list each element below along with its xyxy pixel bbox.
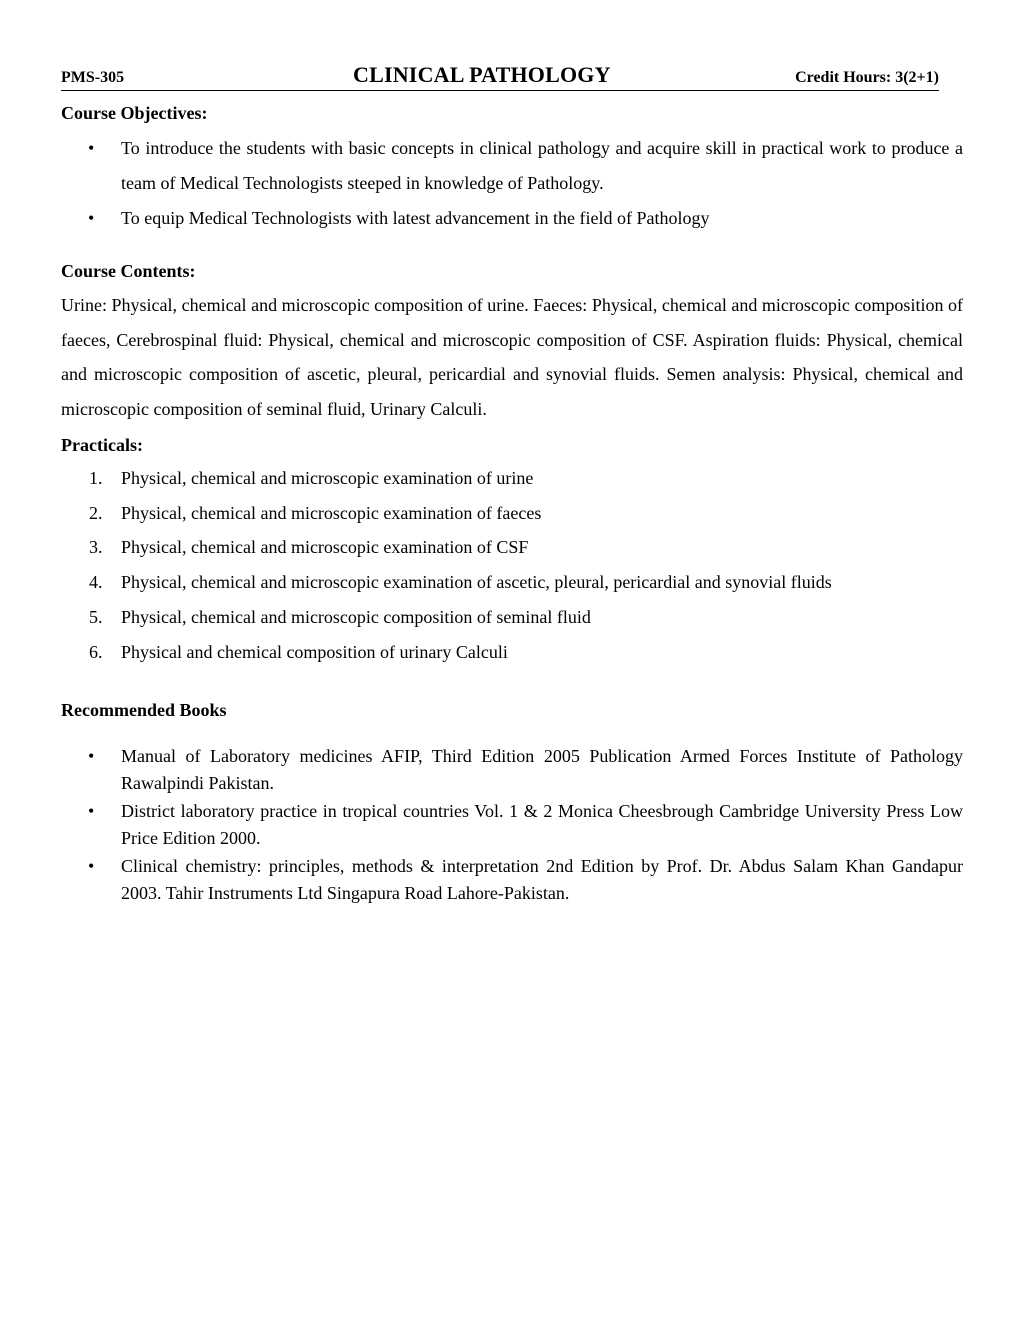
- practical-item: [61, 600, 963, 635]
- objectives-list: [61, 131, 963, 236]
- practical-number: 2.: [89, 502, 103, 523]
- practical-text: Physical, chemical and microscopic examination of ascetic, pleural, pericardial and synovial fluids: [121, 572, 832, 593]
- practical-item: [61, 461, 963, 496]
- practicals-section: [61, 433, 963, 669]
- contents-text: Urine: Physical, chemical and microscopic composition of urine. Faeces: Physical, chemical and microscopic composition of faeces, Cerebrospinal fluid: Physical, chemical and microscopic composition of CSF. Aspiration fluids: Physical, chemical and microscopic composition of ascetic, pleural, pericardial and synovial fluids. Semen analysis: Physical, chemical and microscopic composition of seminal fluid, Urinary Calculi.: [61, 295, 963, 419]
- practical-text: Physical, chemical and microscopic examination of urine: [121, 468, 534, 488]
- practical-number: 1.: [89, 468, 103, 488]
- book-item: • Manual of Laboratory medicines AFIP, Third Edition 2005 Publication Armed Forces Institute of Pathology Rawalpindi Pakistan.: [61, 743, 963, 797]
- books-list: [61, 743, 963, 907]
- book-item: • Clinical chemistry: principles, methods & interpretation 2nd Edition by Prof. Dr. Abdus Salam Khan Gandapur 2003. Tahir Instruments Ltd Singapura Road Lahore-Pakistan.: [61, 853, 963, 907]
- objectives-section: [61, 101, 963, 236]
- practical-number: 4.: [89, 572, 103, 593]
- books-heading: Recommended Books: [61, 700, 227, 720]
- practical-number: 6.: [89, 641, 103, 662]
- books-section: [61, 698, 963, 908]
- objective-item: • To introduce the students with basic concepts in clinical pathology and acquire skill in practical work to produce a team of Medical Technologists steeped in knowledge of Pathology.: [61, 131, 963, 201]
- practical-item: [61, 635, 963, 670]
- credit-hours: Credit Hours: 3(2+1): [795, 69, 939, 86]
- practical-text: Physical, chemical and microscopic examination of CSF: [121, 537, 529, 558]
- practical-item: [61, 530, 963, 565]
- objective-item: • To equip Medical Technologists with latest advancement in the field of Pathology: [61, 201, 963, 236]
- contents-section: [61, 259, 963, 426]
- objectives-heading: Course Objectives:: [61, 103, 208, 123]
- contents-heading: Course Contents:: [61, 261, 196, 281]
- practical-text: Physical and chemical composition of urinary Calculi: [121, 641, 508, 662]
- practical-item: [61, 496, 963, 531]
- practicals-list: [61, 461, 963, 669]
- book-item: • District laboratory practice in tropical countries Vol. 1 & 2 Monica Cheesbrough Cambridge University Press Low Price Edition 2000.: [61, 798, 963, 852]
- course-header: [61, 58, 939, 91]
- practicals-heading: Practicals:: [61, 435, 143, 455]
- practical-number: 5.: [89, 606, 103, 627]
- practical-text: Physical, chemical and microscopic composition of seminal fluid: [121, 606, 591, 627]
- practical-item: [61, 565, 963, 600]
- course-code: PMS-305: [61, 69, 125, 86]
- practical-number: 3.: [89, 537, 103, 558]
- course-title: CLINICAL PATHOLOGY: [353, 62, 611, 87]
- practical-text: Physical, chemical and microscopic examination of faeces: [121, 502, 542, 523]
